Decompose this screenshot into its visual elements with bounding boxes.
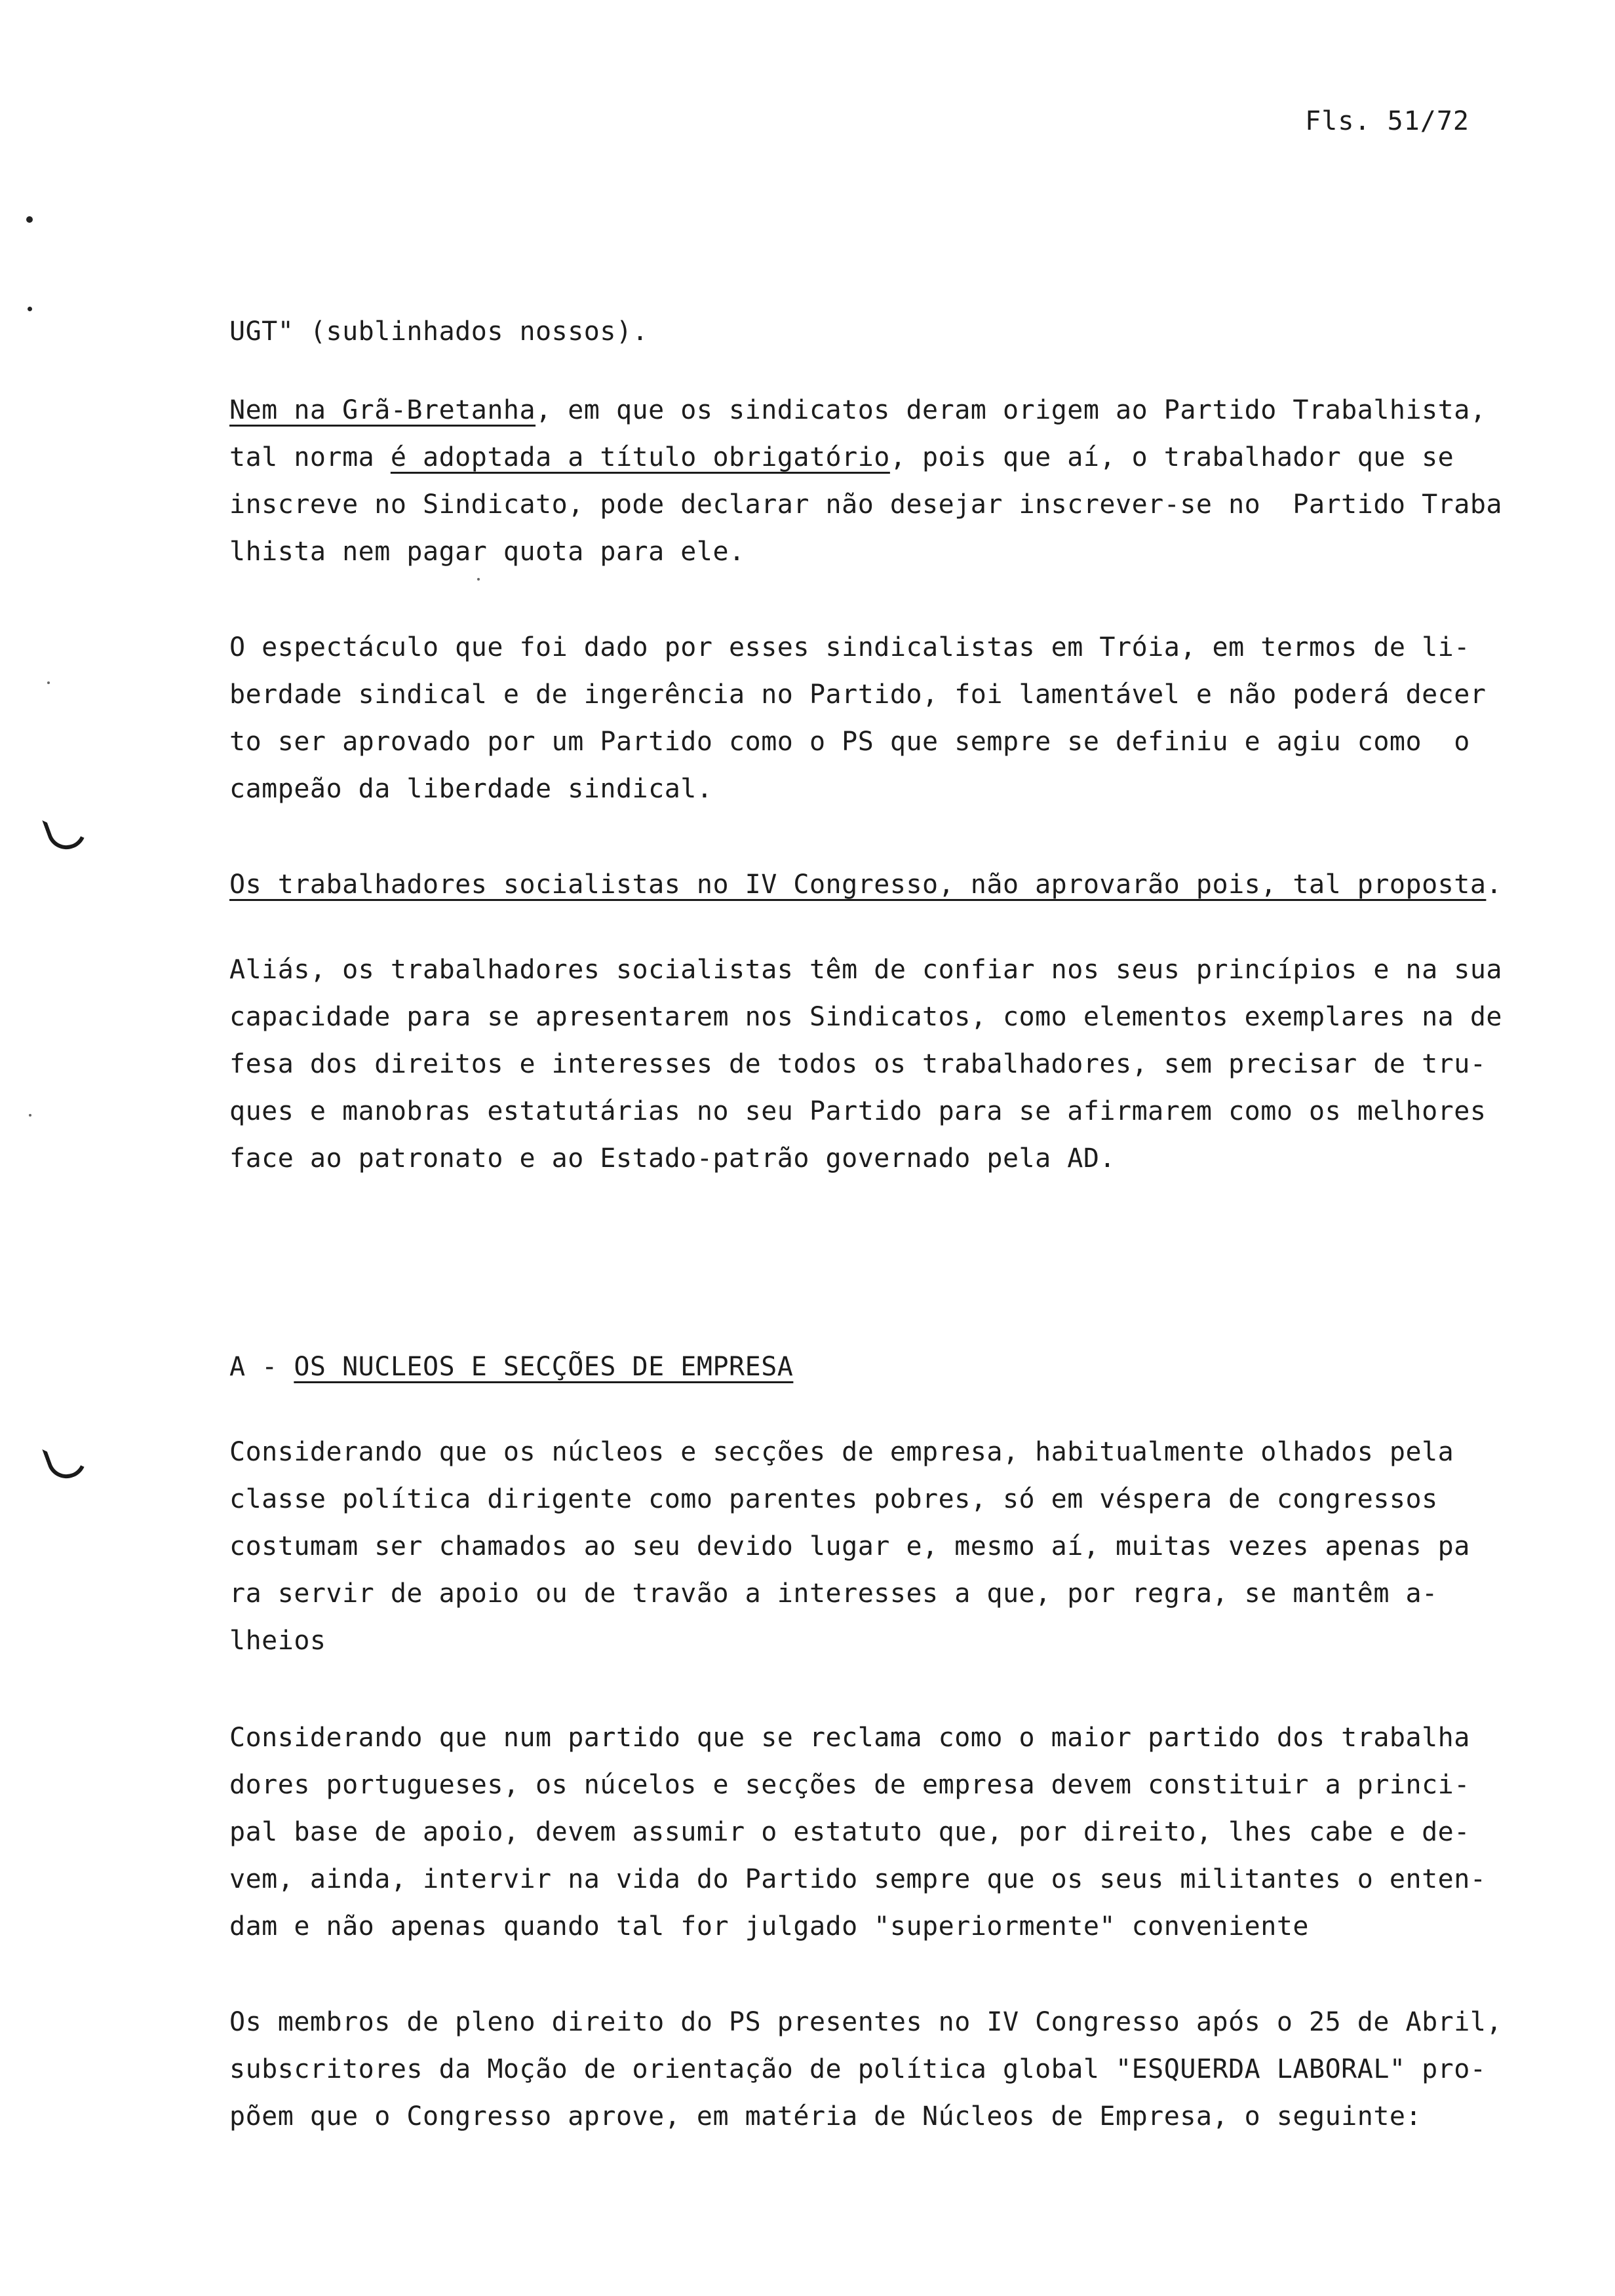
text-segment: O espectáculo que foi dado por esses sindicalistas em Tróia, em termos de li- — [229, 632, 1470, 662]
binding-hook-mark — [42, 807, 92, 854]
text-line — [229, 946, 1502, 993]
text-line — [229, 861, 1502, 908]
text-line — [229, 765, 1475, 813]
underlined-text: Os trabalhadores socialistas no IV Congresso, não aprovarão pois, tal proposta — [229, 870, 1487, 900]
text-segment: Os membros de pleno direito do PS presentes no IV Congresso após o 25 de Abril, — [229, 2007, 1502, 2037]
text-segment: ques e manobras estatutárias no seu Partido para se afirmarem como os melhores — [229, 1096, 1487, 1126]
text-segment: face ao patronato e ao Estado-patrão governado pela AD. — [229, 1143, 1116, 1174]
text-line — [229, 1617, 1475, 1664]
text-segment: A - — [229, 1352, 294, 1382]
text-line — [229, 1856, 1487, 1903]
text-line — [229, 2093, 1475, 2140]
paragraph — [229, 1999, 1502, 2140]
text-segment: pal base de apoio, devem assumir o estatuto que, por direito, lhes cabe e de- — [229, 1817, 1470, 1847]
text-segment: lhista nem pagar quota para ele. — [229, 537, 745, 567]
text-segment: inscreve no Sindicato, pode declarar não desejar inscrever-se no Partido Traba — [229, 489, 1502, 520]
punch-dot-mark — [26, 216, 33, 223]
text-segment: dores portugueses, os núcelos e secções de empresa devem constituir a princi- — [229, 1770, 1470, 1800]
text-segment: , pois que aí, o trabalhador que se — [889, 442, 1454, 472]
text-segment: costumam ser chamados ao seu devido lugar e, mesmo aí, muitas vezes apenas pa — [229, 1531, 1470, 1561]
text-line — [229, 1523, 1475, 1570]
text-segment: subscritores da Moção de orientação de política global "ESQUERDA LABORAL" pro- — [229, 2054, 1487, 2084]
text-line — [229, 1041, 1487, 1088]
paragraph — [229, 1714, 1487, 1950]
text-line — [229, 387, 1487, 434]
text-line — [229, 481, 1502, 528]
paragraph — [229, 1343, 1475, 1390]
text-line — [229, 1476, 1475, 1523]
text-line — [229, 1761, 1475, 1808]
ink-speck-mark — [29, 1114, 31, 1117]
text-line — [229, 1999, 1502, 2046]
text-segment: fesa dos direitos e interesses de todos os trabalhadores, sem precisar de tru- — [229, 1049, 1487, 1079]
ink-speck-mark — [477, 578, 480, 581]
text-segment: . — [1486, 870, 1502, 900]
binding-hook-mark — [42, 1436, 92, 1483]
text-line — [229, 434, 1475, 481]
folio-number: Fls. 51/72 — [1305, 106, 1469, 136]
text-line — [229, 718, 1475, 765]
paragraph — [229, 387, 1502, 575]
text-segment: , em que os sindicatos deram origem ao Partido Trabalhista, — [535, 395, 1487, 425]
text-segment: Considerando que num partido que se reclama como o maior partido dos trabalha — [229, 1723, 1470, 1753]
paragraph — [229, 1428, 1475, 1664]
text-segment: Considerando que os núcleos e secções de empresa, habitualmente olhados pela — [229, 1437, 1454, 1467]
text-line — [229, 993, 1502, 1041]
text-segment: capacidade para se apresentarem nos Sindicatos, como elementos exemplares na de — [229, 1002, 1502, 1032]
text-line — [229, 1135, 1475, 1182]
text-line — [229, 1714, 1475, 1761]
text-line — [229, 1343, 1475, 1390]
text-line — [229, 1570, 1475, 1617]
text-line — [229, 308, 1475, 355]
paragraph — [229, 308, 1475, 355]
text-segment: põem que o Congresso aprove, em matéria de Núcleos de Empresa, o seguinte: — [229, 2101, 1422, 2132]
text-segment: campeão da liberdade sindical. — [229, 774, 713, 804]
paragraph — [229, 624, 1487, 813]
text-segment: dam e não apenas quando tal for julgado "superiormente" conveniente — [229, 1911, 1309, 1942]
underlined-text: Nem na Grã-Bretanha — [229, 395, 536, 425]
text-line — [229, 624, 1475, 671]
text-line — [229, 1428, 1475, 1476]
text-line — [229, 671, 1487, 718]
underlined-text: é adoptada a título obrigatório — [390, 442, 890, 472]
text-segment: berdade sindical e de ingerência no Partido, foi lamentável e não poderá decer — [229, 679, 1487, 710]
paragraph — [229, 861, 1502, 908]
punch-dot-mark — [28, 307, 32, 311]
text-segment: to ser aprovado por um Partido como o PS que sempre se definiu e agiu como o — [229, 727, 1470, 757]
text-line — [229, 528, 1475, 575]
text-segment: vem, ainda, intervir na vida do Partido sempre que os seus militantes o enten- — [229, 1864, 1487, 1894]
text-line — [229, 1088, 1487, 1135]
text-segment: UGT" (sublinhados nossos). — [229, 316, 649, 347]
text-line — [229, 1808, 1475, 1856]
text-segment: lheios — [229, 1626, 326, 1656]
text-line — [229, 2046, 1487, 2093]
paragraph — [229, 946, 1502, 1182]
ink-speck-mark — [47, 681, 50, 684]
text-line — [229, 1903, 1475, 1950]
text-segment: classe política dirigente como parentes pobres, só em véspera de congressos — [229, 1484, 1438, 1514]
text-segment: Aliás, os trabalhadores socialistas têm de confiar nos seus princípios e na sua — [229, 955, 1502, 985]
underlined-text: OS NUCLEOS E SECÇÕES DE EMPRESA — [294, 1352, 794, 1382]
text-segment: ra servir de apoio ou de travão a interesses a que, por regra, se mantêm a- — [229, 1578, 1438, 1609]
text-segment: tal norma — [229, 442, 391, 472]
